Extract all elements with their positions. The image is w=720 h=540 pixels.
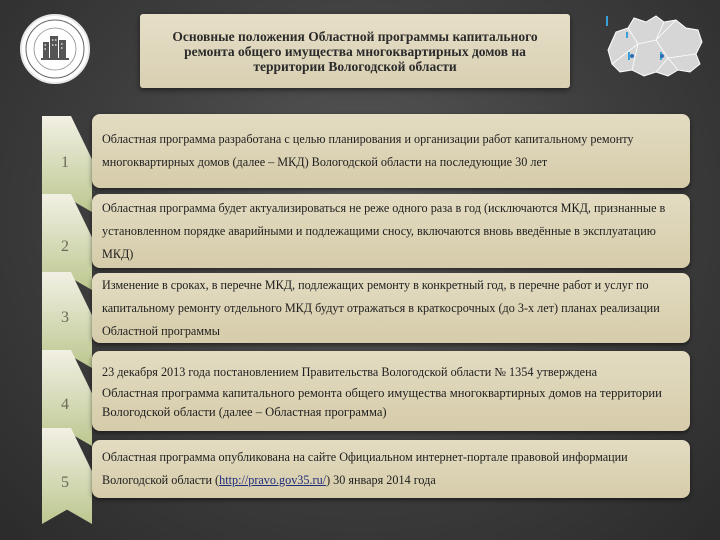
list-item-text-after: ) 30 января 2014 года (326, 473, 436, 487)
step-number-2: 2 (61, 238, 69, 255)
list-item-text (102, 446, 682, 492)
list-item-text: Областная программа будет актуализироваться не реже одного раза в год (исключаются МКД, признанные в установленном порядке аварийными и подлежащими сносу, включаются вновь введённые в эксплуатацию МКД) (102, 200, 666, 261)
list-item-text: 23 декабря 2013 года постановлением Правительства Вологодской области № 1354 утверждена (102, 364, 598, 379)
list-item-text-before: Областная программа опубликована на сайте Официальном интернет-портале правовой информации Вологодской области ( (102, 450, 628, 487)
list-item-2 (92, 194, 690, 268)
step-number-1: 1 (61, 154, 69, 171)
pravo-portal-link[interactable]: http://pravo.gov35.ru/ (219, 473, 327, 487)
title-banner (140, 14, 570, 88)
page-title: Основные положения Областной программы капитального ремонта общего имущества многоквартирных домов на территории Вологодской области (172, 28, 538, 74)
emblem-logo-icon (20, 14, 90, 84)
list-item-text-emphasis: Областная программа капитального ремонта общего имущества многоквартирных домов на территории Вологодской области (далее – Областная программа) (102, 385, 662, 419)
vologda-region-map-icon (598, 10, 708, 82)
list-item-5 (92, 440, 690, 498)
list-item-3 (92, 273, 690, 343)
list-item-text: Изменение в сроках, в перечне МКД, подлежащих ремонту в конкретный год, в перечне работ и услуг по капитальному ремонту отдельного МКД будут отражаться в краткосрочных (до 3-х лет) планах реализации Областной программы (102, 277, 660, 338)
step-number-3: 3 (61, 309, 69, 326)
step-number-4: 4 (61, 396, 69, 413)
list-item-1 (92, 114, 690, 188)
list-item-text: Областная программа разработана с целью планирования и организации работ капитальному ремонту многоквартирных домов (далее – МКД) Вологодской области на последующие 30 лет (102, 132, 634, 169)
step-number-5: 5 (61, 474, 69, 491)
list-item-4 (92, 351, 690, 431)
